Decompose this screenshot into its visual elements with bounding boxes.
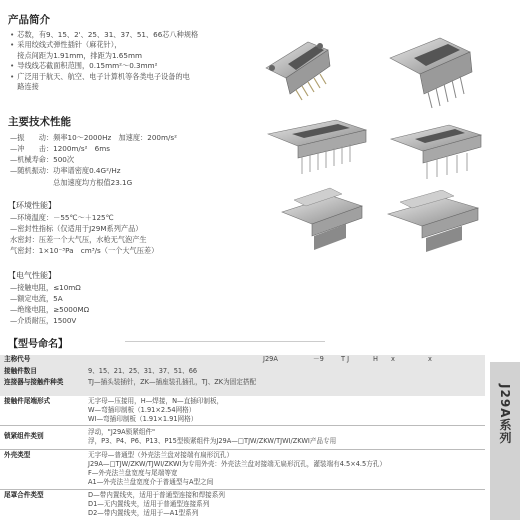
list-item: • 导线线芯截面积范围，0.15mm²～0.3mm² bbox=[10, 61, 158, 71]
spec-line: —振 动：频率10～2000Hz 加速度：200m/s² bbox=[10, 133, 178, 142]
elec-spec-list bbox=[10, 282, 89, 327]
table-row: 接触件尾端形式 无字母—压接用，H—焊接，N—直插印制板， W—弯插印制板（1.91×2.54网格） WI—弯插印制板（1.91×1.91网格） bbox=[4, 397, 224, 423]
table-row: 锁紧组件类别 浮动，"J29A锁紧组件" 浮，P3、P4、P6、P13、P15型锁紧组件为J29A—□TJW/ZKW/TJWI/ZKWI产品专用 bbox=[4, 428, 337, 445]
tech-spec-list bbox=[10, 132, 177, 188]
table-row: 外壳类型 无字母—普通型（外壳法兰盘对接端有扁形沉孔） J29A—□TJW/ZKW/TJWI/ZKWI为专用外壳：外壳法兰盘对接端无扁形沉孔，灌装端有4.5×4.5方孔） F—外壳法兰盘宽度与尾端等宽 A1—外壳法兰盘宽度介于普通型与A型之间 bbox=[4, 451, 386, 486]
connector-image-1 bbox=[258, 28, 368, 108]
spec-line: —环境温度：－55℃～＋125℃ bbox=[10, 213, 114, 222]
spec-line: —接触电阻，≤10mΩ bbox=[10, 283, 81, 292]
spec-line: 水密封：压差一个大气压，水枪无气泡产生 bbox=[10, 235, 147, 245]
spec-line: —冲 击：1200m/s² 6ms bbox=[10, 144, 110, 154]
code-part: x bbox=[428, 355, 432, 363]
env-spec-list bbox=[10, 212, 158, 257]
spec-line: —绝缘电阻，≥5000MΩ bbox=[10, 305, 90, 315]
table-row bbox=[0, 355, 485, 367]
code-part: J29A bbox=[263, 355, 278, 363]
connector-image-3 bbox=[262, 112, 377, 182]
connector-image-4 bbox=[385, 115, 495, 185]
spec-line: —额定电流，5A bbox=[10, 294, 63, 304]
list-item: • 芯数，有9、15、2'、25、31、37、51、66芯八种规格 bbox=[10, 30, 199, 39]
spec-line: —随机振动：功率谱密度0.4G²/Hz bbox=[10, 166, 121, 176]
code-part: H bbox=[373, 355, 378, 363]
tech-title: 主要技术性能 bbox=[8, 116, 71, 128]
code-part: x bbox=[391, 355, 395, 363]
intro-bullets bbox=[10, 30, 260, 93]
elec-title: 【电气性能】 bbox=[8, 271, 56, 280]
spec-line: —密封性指标（仅适用于J29M系列产品） bbox=[10, 224, 143, 234]
connector-image-2 bbox=[380, 28, 495, 113]
spec-line: 气密封：1×10⁻³Pa cm³/s（一个大气压差） bbox=[10, 246, 159, 256]
naming-title: 【型号命名】 bbox=[8, 339, 68, 350]
spec-line: —机械寿命：500次 bbox=[10, 155, 75, 165]
code-part: T J bbox=[341, 355, 350, 363]
naming-table bbox=[0, 355, 485, 520]
table-row: 连接器与接触件种类 TJ—插头装插针，ZK—插座装孔插孔，TJ、ZK为固定搭配 bbox=[0, 378, 485, 396]
list-item: • 广泛用于航天、航空、电子计算机等各类电子设备的电 路连接 bbox=[10, 71, 190, 92]
code-header: 主称代号 bbox=[4, 355, 31, 363]
spec-line: 总加速度均方根值23.1G bbox=[10, 177, 133, 187]
table-row: 尾罩合件类型 D—带内置线夹，适用于普通型连接和焊接系列 D1—无内置线夹，适用于普通型连接系列 D2—带内置线夹，适用于—A1型系列 bbox=[4, 491, 225, 517]
table-row: 接触件数目 9、15、21、25、31、37、51、66 bbox=[0, 367, 485, 378]
env-title: 【环境性能】 bbox=[8, 201, 56, 210]
list-item: • 采用绞线式弹性插针（麻花针）， 接点间距为1.91mm，排距为1.65mm bbox=[10, 40, 142, 60]
code-part: －9 bbox=[313, 355, 324, 363]
naming-header bbox=[0, 331, 520, 355]
spec-line: —介质耐压，1500V bbox=[10, 316, 77, 326]
connector-image-5 bbox=[272, 186, 377, 256]
connector-image-6 bbox=[380, 190, 490, 255]
intro-title: 产品简介 bbox=[8, 14, 50, 26]
series-side-tab bbox=[490, 362, 520, 520]
series-tab-label: J29A系列 bbox=[498, 384, 512, 445]
